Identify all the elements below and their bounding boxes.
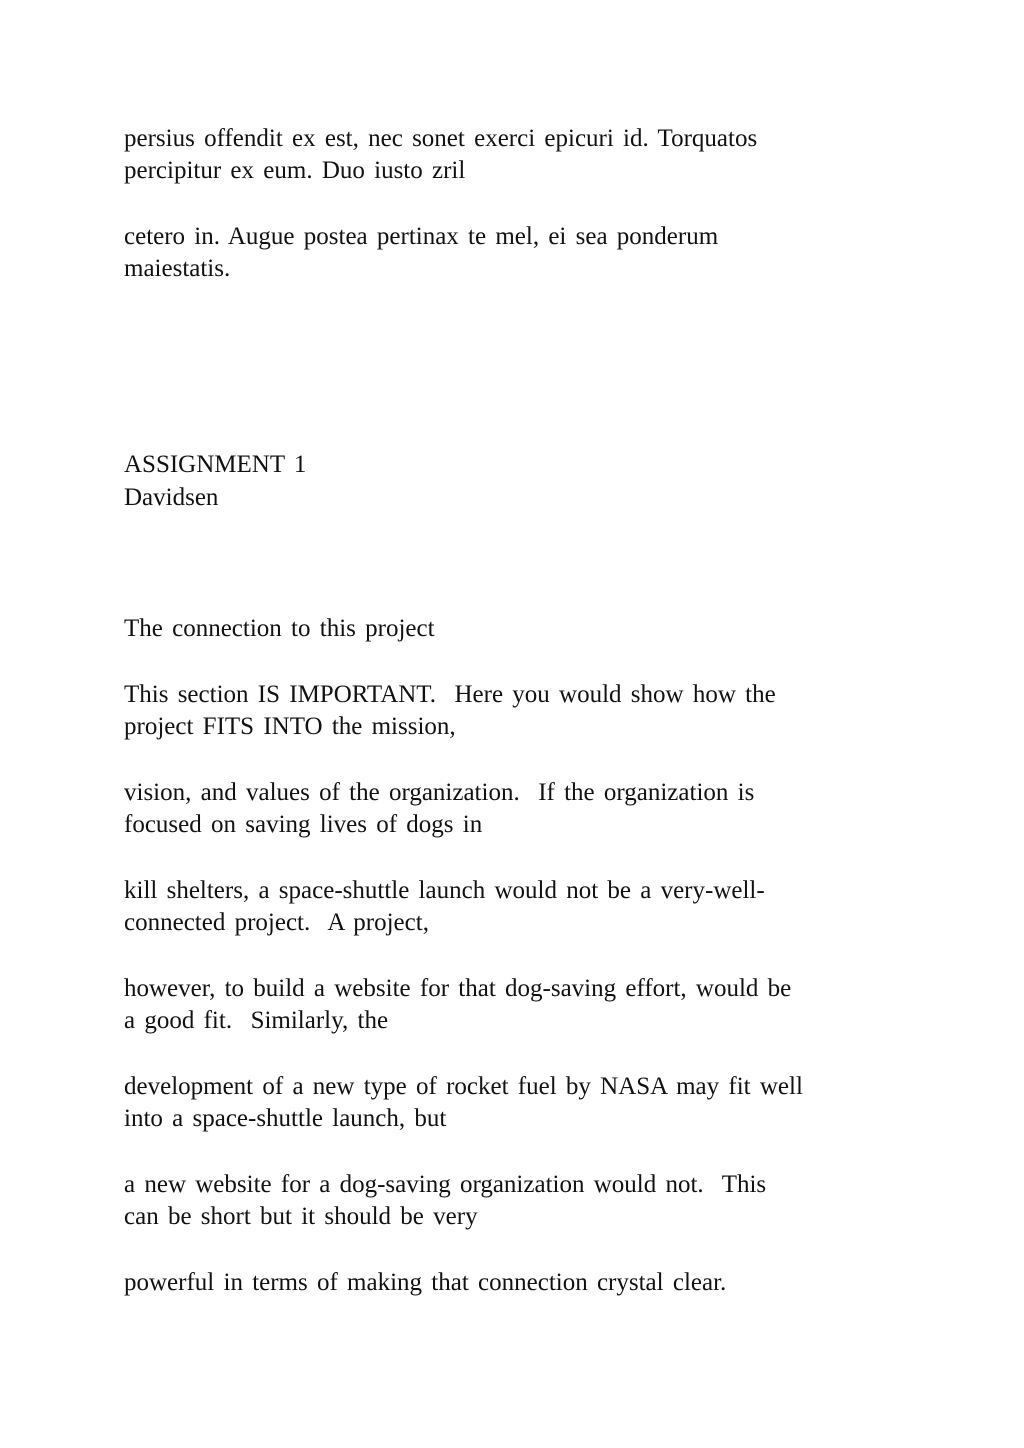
paragraph-line: maiestatis. [124,255,231,282]
paragraph-line: This section IS IMPORTANT. Here you would show how the [124,681,776,708]
paragraph-line: powerful in terms of making that connection crystal clear. [124,1269,727,1296]
paragraph-line: kill shelters, a space-shuttle launch would not be a very-well- [124,877,765,904]
paragraph-line: into a space-shuttle launch, but [124,1105,447,1132]
paragraph-line: connected project. A project, [124,909,429,936]
paragraph-line: project FITS INTO the mission, [124,713,456,740]
assignment-title: ASSIGNMENT 1 [124,451,307,478]
paragraph-line: a new website for a dog-saving organization would not. This [124,1171,767,1198]
paragraph-line: vision, and values of the organization. If the organization is [124,779,755,806]
paragraph-line: persius offendit ex est, nec sonet exerci epicuri id. Torquatos [124,125,758,152]
paragraph-line: development of a new type of rocket fuel by NASA may fit well [124,1073,803,1100]
paragraph-line: however, to build a website for that dog-saving effort, would be [124,975,792,1002]
author-name: Davidsen [124,484,219,511]
paragraph-line: can be short but it should be very [124,1203,478,1230]
section-title: The connection to this project [124,615,435,642]
paragraph-line: percipitur ex eum. Duo iusto zril [124,157,466,184]
paragraph-line: cetero in. Augue postea pertinax te mel, ei sea ponderum [124,223,719,250]
paragraph-line: focused on saving lives of dogs in [124,811,483,838]
paragraph-line: a good fit. Similarly, the [124,1007,389,1034]
